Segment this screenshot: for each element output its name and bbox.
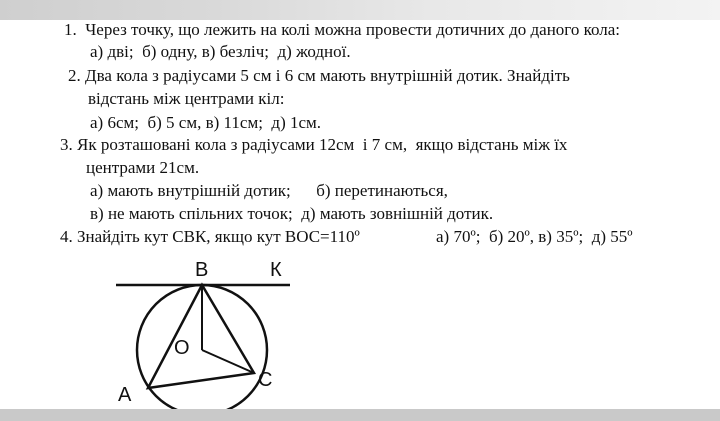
bottom-scan-band [0, 409, 720, 421]
question-2-number: 2. [68, 66, 81, 85]
question-2-text: Два кола з радіусами 5 см і 6 см мають внутрішній дотик. Знайдіть [85, 66, 570, 85]
question-4-number: 4. [60, 227, 73, 246]
question-3-answers-1: а) мають внутрішній дотик; б) перетинаються, [90, 181, 448, 200]
question-2-text-cont: відстань між центрами кіл: [88, 89, 285, 108]
question-3-text-cont: центрами 21см. [86, 158, 200, 177]
label-b: В [195, 259, 209, 281]
question-1-text: Через точку, що лежить на колі можна провести дотичних до даного кола: [85, 20, 621, 39]
label-c: C [258, 369, 273, 391]
geometry-figure [0, 20, 720, 409]
question-4-text: Знайдіть кут СВК, якщо кут ВОС=110º [77, 227, 360, 246]
question-4-answers: а) 70º; б) 20º, в) 35º; д) 55º [436, 227, 633, 246]
question-1-number: 1. [64, 20, 77, 39]
question-1-answers: а) дві; б) одну, в) безліч; д) жодної. [90, 42, 351, 61]
top-scan-band [0, 0, 720, 20]
question-3-number: 3. [60, 135, 73, 154]
label-o: O [174, 337, 190, 359]
worksheet-page [0, 20, 720, 409]
question-3-text: Як розташовані кола з радіусами 12см і 7 см, якщо відстань між їх [77, 135, 568, 154]
label-a: А [118, 384, 132, 406]
question-2-answers: а) 6см; б) 5 см, в) 11см; д) 1см. [90, 113, 322, 132]
label-k: К [270, 259, 282, 281]
question-3-answers-2: в) не мають спільних точок; д) мають зовнішній дотик. [90, 204, 494, 223]
